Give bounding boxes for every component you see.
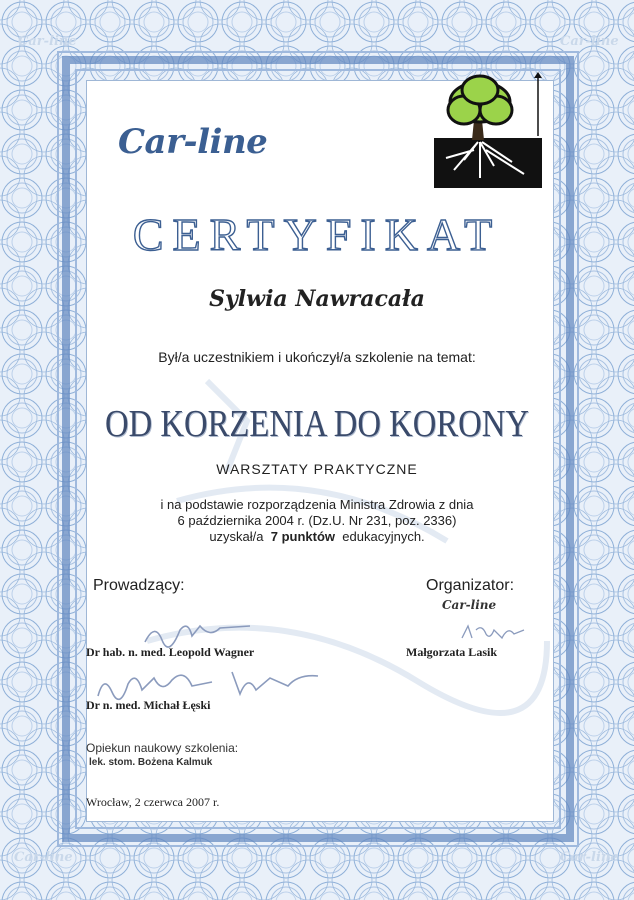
recipient-name: Sylwia Nawracała: [209, 286, 425, 312]
leader-name: Dr hab. n. med. Leopold Wagner: [86, 645, 255, 659]
leader-name: Dr n. med. Michał Łęski: [86, 698, 211, 712]
supervisor-label: Opiekun naukowy szkolenia:: [86, 741, 239, 755]
intro-text: Był/a uczestnikiem i ukończył/a szkolenie na temat:: [158, 349, 476, 365]
signature-lasik: [458, 620, 528, 646]
border-brand-mark: Car-line: [560, 850, 619, 865]
border-brand-mark: Car-line: [14, 850, 73, 865]
leaders-label: Prowadzący:: [93, 577, 185, 594]
course-subtitle: WARSZTATY PRAKTYCZNE: [216, 461, 418, 477]
supervisor-name: lek. stom. Bożena Kalmuk: [89, 757, 213, 768]
legal-line: i na podstawie rozporządzenia Ministra Zdrowia z dnia: [160, 497, 474, 512]
organizer-name: Małgorzata Lasik: [406, 645, 497, 659]
organizer-label: Organizator:: [426, 577, 515, 594]
border-brand-mark: Car-line: [18, 34, 77, 49]
place-date: Wrocław, 2 czerwca 2007 r.: [86, 795, 220, 809]
certificate-title: CERTYFIKAT: [132, 209, 502, 260]
legal-basis: [0, 497, 634, 545]
brand-logo: Car-line: [118, 122, 268, 162]
border-brand-mark: Car-line: [560, 34, 619, 49]
tree-roots-logo-icon: [434, 70, 544, 188]
legal-line: [0, 529, 634, 545]
points-value: 7 punktów: [270, 529, 336, 544]
legal-line: 6 października 2004 r. (Dz.U. Nr 231, poz. 2336): [177, 513, 457, 528]
legal-suffix: edukacyjnych.: [342, 529, 425, 544]
course-topic: OD KORZENIA DO KORONY: [105, 403, 529, 445]
legal-prefix: uzyskał/a: [209, 529, 264, 544]
organizer-brand: Car-line: [442, 598, 497, 612]
